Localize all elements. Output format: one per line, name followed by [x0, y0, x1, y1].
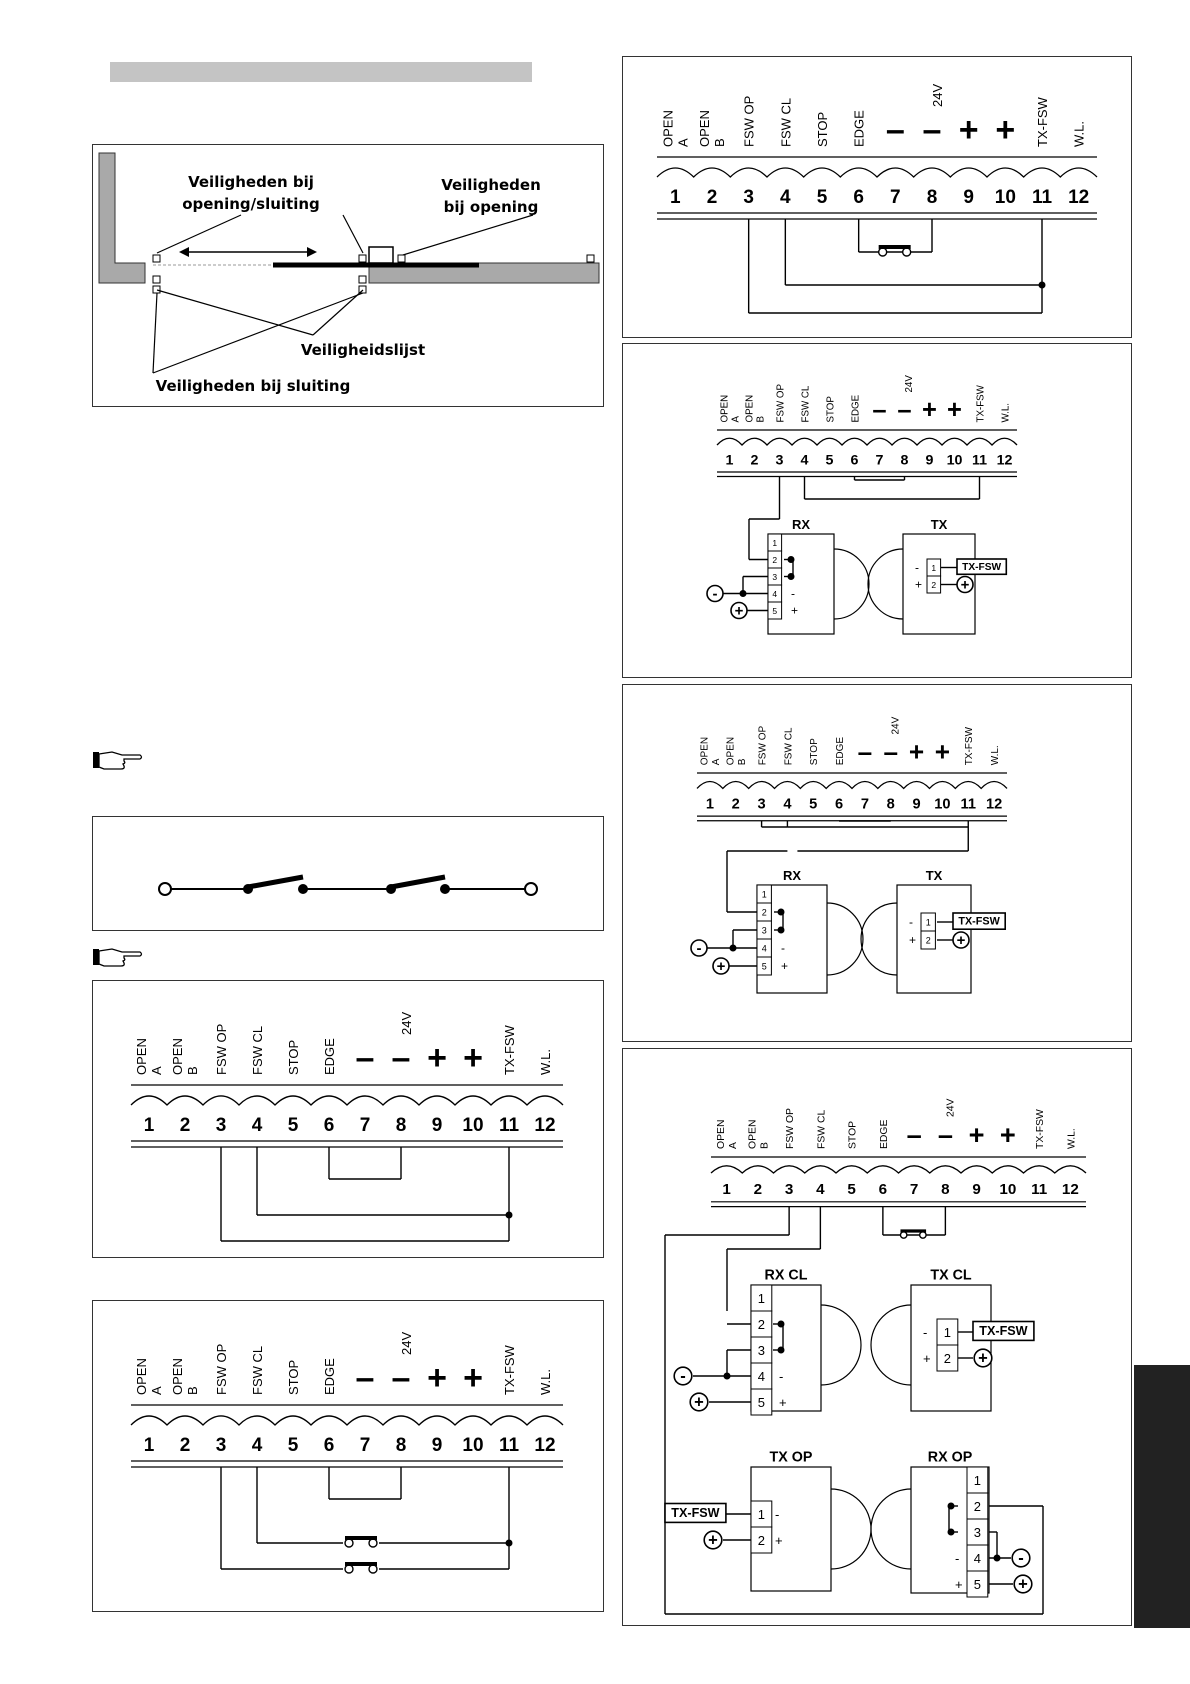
terminal-number: 8 — [395, 1435, 407, 1456]
terminal-label: + — [999, 1119, 1016, 1151]
label-opening-line1: Veiligheden — [441, 176, 541, 194]
terminal-number: 8 — [886, 796, 895, 813]
pin-sign: - — [955, 1551, 960, 1566]
terminal-label: TX-FSW — [502, 1345, 517, 1395]
terminal-number: 5 — [816, 187, 828, 208]
pin-number: 4 — [973, 1551, 982, 1567]
terminal-label: + — [968, 1119, 985, 1151]
terminal-label: FSW CL — [816, 1109, 828, 1149]
terminal-label: OPEN — [697, 110, 712, 147]
terminal-label: FSW CL — [250, 1025, 265, 1075]
supply-sign: + — [978, 1349, 988, 1368]
terminal-number: 2 — [179, 1115, 191, 1136]
supply-sign: - — [696, 940, 702, 957]
contact-terminal — [369, 1539, 377, 1547]
terminal-label: STOP — [286, 1039, 301, 1075]
label-open-close-line2: opening/sluiting — [182, 195, 320, 213]
contact-terminal — [900, 1232, 906, 1238]
terminal-label: A — [711, 758, 723, 766]
terminal-number: 5 — [287, 1435, 299, 1456]
photocell-title: RX — [791, 517, 811, 532]
pin-sign: + — [779, 1395, 787, 1410]
terminal-label: STOP — [847, 1120, 859, 1149]
terminal-label: OPEN — [170, 1358, 185, 1395]
junction-dot — [948, 1503, 955, 1510]
wiring-edge-bypass — [622, 56, 1132, 338]
terminal-number: 3 — [775, 452, 784, 469]
contact-terminal — [369, 1565, 377, 1573]
supply-sign: - — [680, 1367, 686, 1386]
terminal-label: + — [995, 111, 1016, 149]
terminal-label: STOP — [286, 1359, 301, 1395]
terminal-label: – — [922, 111, 942, 149]
supply-sign: + — [956, 932, 966, 949]
terminal-label: FSW OP — [214, 1343, 229, 1395]
junction-dot — [1039, 282, 1046, 289]
wiring-photocell-closing — [622, 684, 1132, 1042]
terminal-label: A — [728, 1142, 740, 1149]
tx-fsw-label: TX-FSW — [962, 562, 1002, 574]
supply-sign: + — [716, 958, 726, 975]
junction-dot — [724, 1373, 731, 1380]
photocell-lens — [827, 903, 863, 975]
terminal-label: A — [675, 138, 691, 147]
supply-sign: - — [712, 585, 718, 603]
terminal-number: 1 — [725, 452, 734, 469]
terminal-label: EDGE — [322, 1038, 337, 1075]
terminal-number: 2 — [179, 1435, 191, 1456]
pin-sign: + — [909, 933, 917, 947]
terminal-label: FSW OP — [214, 1023, 229, 1075]
terminal-number: 4 — [780, 187, 791, 208]
terminal-number: 12 — [996, 452, 1013, 469]
gate-safety-diagram — [92, 144, 604, 407]
pin-number: 1 — [925, 917, 931, 928]
terminal-number: 3 — [215, 1435, 227, 1456]
terminal-number: 6 — [878, 1180, 888, 1198]
terminal-number: 11 — [971, 452, 988, 469]
junction-dot — [788, 556, 795, 563]
terminal-number: 11 — [498, 1435, 520, 1456]
supply-sign: + — [1018, 1575, 1028, 1594]
photocell-title: RX OP — [927, 1449, 973, 1466]
terminal-label: OPEN — [744, 394, 756, 423]
terminal-number: 5 — [809, 796, 818, 813]
terminal-label: EDGE — [878, 1119, 890, 1149]
pin-number: 1 — [973, 1473, 982, 1489]
series-contacts-diagram — [92, 816, 604, 931]
terminal-label: FSW OP — [757, 725, 769, 766]
junction-dot — [778, 1321, 785, 1328]
terminal-label: – — [897, 396, 912, 424]
terminal-label: – — [872, 396, 887, 424]
pin-sign: + — [781, 959, 789, 973]
photocell-title: RX — [782, 868, 802, 883]
terminal-label: TX-FSW — [1035, 1109, 1047, 1149]
terminal-number: 1 — [722, 1180, 731, 1198]
pin-number: 2 — [757, 1533, 766, 1549]
pin-number: 2 — [925, 935, 931, 946]
terminal-number: 9 — [972, 1180, 981, 1198]
terminal-label: B — [185, 1386, 200, 1395]
terminal-label: – — [355, 1359, 375, 1397]
terminal-number: 10 — [462, 1435, 484, 1456]
terminal-label: W.L. — [538, 1368, 553, 1395]
pin-sign: + — [955, 1577, 963, 1592]
terminal-number: 2 — [750, 452, 759, 469]
tx-fsw-label: TX-FSW — [958, 915, 1000, 928]
terminal-number: 10 — [462, 1115, 484, 1136]
terminal-label: A — [730, 415, 742, 423]
terminal-label: OPEN — [719, 394, 731, 423]
terminal-number: 5 — [825, 452, 834, 469]
contact-terminal — [879, 248, 887, 256]
pin-number: 2 — [973, 1499, 982, 1515]
terminal-label: A — [149, 1066, 164, 1075]
photocell-title: TX — [930, 517, 948, 532]
pin-sign: + — [791, 603, 799, 618]
pin-sign: + — [915, 577, 923, 592]
supply-sign: + — [694, 1393, 704, 1412]
terminal-number: 9 — [431, 1115, 443, 1136]
terminal-number: 3 — [784, 1180, 794, 1198]
supply-sign: + — [734, 602, 744, 620]
terminal-number: 3 — [743, 187, 754, 208]
pin-sign: - — [915, 560, 919, 575]
pin-sign: + — [775, 1533, 783, 1548]
terminal-number: 12 — [985, 796, 1003, 813]
terminal-number: 10 — [946, 452, 963, 469]
terminal-number: 7 — [875, 452, 884, 469]
terminal-number: 11 — [1031, 1180, 1048, 1198]
label-opening-line2: bij opening — [443, 198, 539, 216]
junction-dot — [778, 909, 785, 916]
terminal-number: 8 — [395, 1115, 407, 1136]
terminal-number: 12 — [534, 1115, 556, 1136]
pin-number: 1 — [761, 889, 767, 900]
terminal-label: + — [922, 396, 937, 424]
terminal-label: W.L. — [1066, 1128, 1078, 1149]
supply-sign: + — [960, 576, 970, 594]
terminal-number: 12 — [534, 1435, 556, 1456]
wiring-photocell-opening — [622, 343, 1132, 678]
terminal-number: 5 — [287, 1115, 299, 1136]
photocell-lens — [831, 1489, 871, 1569]
terminal-label: FSW CL — [783, 727, 795, 766]
terminal-number: 12 — [1068, 187, 1090, 208]
pin-number: 3 — [772, 571, 778, 582]
terminal-number: 6 — [853, 187, 864, 208]
terminal-number: 9 — [431, 1435, 443, 1456]
pin-number: 1 — [772, 537, 778, 548]
terminal-number: 7 — [860, 796, 869, 813]
pin-number: 3 — [761, 925, 767, 936]
photocell-title: TX CL — [930, 1267, 972, 1284]
terminal-label: FSW CL — [800, 385, 812, 423]
terminal-number: 6 — [835, 796, 844, 813]
terminal-number: 8 — [941, 1180, 950, 1198]
pin-number: 1 — [931, 562, 937, 573]
terminal-label: B — [185, 1066, 200, 1075]
terminal-label: B — [712, 138, 727, 147]
contact-terminal — [920, 1232, 926, 1238]
supply-label: 24V — [399, 1331, 414, 1355]
terminal-label: TX-FSW — [975, 385, 987, 423]
terminal-label: + — [958, 111, 979, 149]
pointing-hand-icon — [92, 748, 144, 772]
terminal-number: 1 — [670, 187, 681, 208]
photocell-lens — [871, 1305, 911, 1385]
terminal-label: EDGE — [322, 1358, 337, 1395]
terminal-label: TX-FSW — [1035, 97, 1050, 147]
terminal-label: + — [934, 736, 951, 767]
side-language-tab — [1134, 1365, 1190, 1628]
pin-number: 4 — [772, 588, 778, 599]
terminal-label: STOP — [825, 396, 837, 423]
pin-number: 2 — [757, 1317, 766, 1333]
photocell-title: RX CL — [764, 1267, 808, 1284]
terminal-number: 8 — [900, 452, 909, 469]
terminal-number: 1 — [143, 1435, 155, 1456]
terminal-number: 8 — [926, 187, 938, 208]
terminal-label: OPEN — [716, 1119, 728, 1149]
pin-number: 4 — [761, 943, 767, 954]
terminal-label: + — [427, 1359, 447, 1397]
terminal-label: FSW OP — [775, 384, 787, 423]
junction-dot — [506, 1540, 513, 1547]
pin-sign: - — [791, 586, 795, 601]
terminal-label: – — [857, 736, 873, 767]
junction-dot — [506, 1212, 513, 1219]
terminal-label: B — [755, 415, 767, 423]
photocell-lens — [834, 549, 869, 619]
terminal-number: 6 — [323, 1435, 335, 1456]
pin-number: 5 — [772, 605, 778, 616]
junction-dot — [788, 573, 795, 580]
photocell-lens — [871, 1489, 911, 1569]
terminal-label: W.L. — [1000, 402, 1012, 423]
pin-number: 1 — [757, 1507, 766, 1523]
terminal-number: 6 — [850, 452, 859, 469]
terminal-label: + — [427, 1039, 447, 1077]
terminal-label: B — [736, 758, 748, 766]
terminal-label: FSW OP — [785, 1108, 797, 1149]
terminal-label: OPEN — [725, 736, 737, 766]
terminal-number: 12 — [1061, 1180, 1079, 1198]
pin-number: 4 — [757, 1369, 766, 1385]
wiring-closing-safety — [92, 1300, 604, 1612]
terminal-number: 9 — [963, 187, 974, 208]
terminal-number: 10 — [999, 1180, 1017, 1198]
terminal-label: + — [908, 736, 925, 767]
pin-number: 5 — [757, 1395, 766, 1411]
terminal-label: FSW OP — [741, 95, 757, 147]
contact-terminal — [345, 1539, 353, 1547]
terminal-number: 2 — [731, 796, 740, 813]
terminal-label: + — [947, 396, 962, 424]
terminal-label: – — [906, 1119, 922, 1151]
terminal-number: 4 — [816, 1180, 825, 1198]
supply-label: 24V — [904, 375, 915, 393]
photocell-title: TX — [925, 868, 943, 883]
terminal-label: STOP — [815, 111, 830, 147]
terminal-number: 10 — [994, 187, 1016, 208]
terminal-number: 4 — [800, 452, 809, 469]
terminal-number: 4 — [251, 1435, 263, 1456]
terminal-number: 1 — [143, 1115, 155, 1136]
terminal-label: W.L. — [989, 745, 1001, 766]
junction-dot — [740, 590, 747, 597]
terminal-number: 11 — [498, 1115, 520, 1136]
terminal-label: EDGE — [834, 736, 846, 766]
terminal-number: 10 — [934, 796, 951, 813]
terminal-number: 11 — [1031, 187, 1053, 208]
pin-number: 1 — [943, 1325, 952, 1341]
wiring-photocell-opening-closing — [622, 1048, 1132, 1626]
terminal-number: 5 — [847, 1180, 856, 1198]
terminal-label: OPEN — [747, 1119, 759, 1149]
terminal-label: EDGE — [850, 394, 862, 423]
terminal-label: – — [355, 1039, 375, 1077]
label-open-close-line1: Veiligheden bij — [188, 173, 314, 191]
tx-fsw-label: TX-FSW — [979, 1324, 1028, 1339]
photocell-lens — [868, 549, 903, 619]
supply-sign: + — [708, 1531, 718, 1550]
pin-sign: - — [775, 1507, 780, 1522]
junction-dot — [994, 1555, 1001, 1562]
terminal-label: OPEN — [699, 736, 711, 766]
supply-label: 24V — [945, 1098, 957, 1117]
terminal-label: W.L. — [1071, 120, 1087, 147]
terminal-label: – — [391, 1039, 411, 1077]
supply-sign: - — [1018, 1549, 1024, 1568]
terminal-number: 3 — [215, 1115, 227, 1136]
pin-sign: - — [923, 1325, 928, 1340]
supply-label: 24V — [399, 1011, 414, 1035]
terminal-number: 3 — [757, 796, 766, 813]
terminal-number: 7 — [359, 1115, 371, 1136]
terminal-label: OPEN — [170, 1038, 185, 1075]
tx-fsw-label: TX-FSW — [671, 1506, 720, 1521]
pin-sign: + — [923, 1351, 931, 1366]
pin-number: 3 — [757, 1343, 766, 1359]
terminal-label: + — [463, 1359, 483, 1397]
label-safety-edge: Veiligheidslijst — [300, 341, 426, 359]
junction-dot — [778, 927, 785, 934]
label-closing: Veiligheden bij sluiting — [155, 377, 351, 395]
terminal-label: – — [885, 111, 905, 149]
terminal-number: 7 — [359, 1435, 371, 1456]
terminal-label: – — [391, 1359, 411, 1397]
terminal-number: 2 — [753, 1180, 763, 1198]
junction-dot — [730, 945, 737, 952]
contact-terminal — [345, 1565, 353, 1573]
pin-number: 5 — [973, 1577, 982, 1593]
terminal-label: OPEN — [660, 110, 676, 147]
terminal-number: 4 — [783, 796, 792, 813]
terminal-label: OPEN — [134, 1358, 149, 1395]
terminal-number: 7 — [909, 1180, 919, 1198]
supply-label: 24V — [890, 716, 902, 735]
terminal-number: 2 — [706, 187, 718, 208]
terminal-label: – — [883, 736, 899, 767]
terminal-number: 7 — [890, 187, 901, 208]
pin-number: 2 — [931, 579, 937, 590]
pointing-hand-icon — [92, 945, 144, 969]
terminal-label: – — [937, 1119, 953, 1151]
terminal-label: TX-FSW — [964, 726, 976, 766]
terminal-label: EDGE — [851, 110, 867, 147]
terminal-label: W.L. — [538, 1048, 553, 1075]
terminal-number: 4 — [251, 1115, 263, 1136]
photocell-lens — [861, 903, 897, 975]
photocell-title: TX OP — [769, 1449, 813, 1466]
pin-sign: - — [781, 941, 785, 955]
pin-sign: - — [779, 1369, 784, 1384]
terminal-label: STOP — [809, 738, 821, 766]
junction-dot — [948, 1529, 955, 1536]
contact-terminal — [903, 248, 911, 256]
terminal-label: TX-FSW — [502, 1025, 517, 1075]
terminal-label: OPEN — [134, 1038, 149, 1075]
terminal-number: 1 — [705, 796, 714, 813]
terminal-number: 9 — [912, 796, 921, 813]
terminal-label: FSW CL — [778, 97, 794, 147]
terminal-label: + — [463, 1039, 483, 1077]
photocell-lens — [821, 1305, 861, 1385]
terminal-label: FSW CL — [250, 1345, 265, 1395]
terminal-label: A — [149, 1386, 164, 1395]
supply-label: 24V — [930, 83, 945, 107]
pin-number: 2 — [772, 554, 778, 565]
pin-number: 1 — [757, 1291, 766, 1307]
wiring-no-safety — [92, 980, 604, 1258]
pin-number: 2 — [761, 907, 767, 918]
junction-dot — [778, 1347, 785, 1354]
terminal-number: 9 — [925, 452, 934, 469]
section-title-bar — [110, 62, 532, 82]
pin-number: 5 — [761, 961, 767, 972]
pin-number: 2 — [943, 1351, 952, 1367]
terminal-number: 6 — [323, 1115, 335, 1136]
pin-sign: - — [909, 915, 913, 929]
terminal-number: 11 — [960, 796, 976, 813]
terminal-label: B — [759, 1142, 771, 1149]
pin-number: 3 — [973, 1525, 982, 1541]
